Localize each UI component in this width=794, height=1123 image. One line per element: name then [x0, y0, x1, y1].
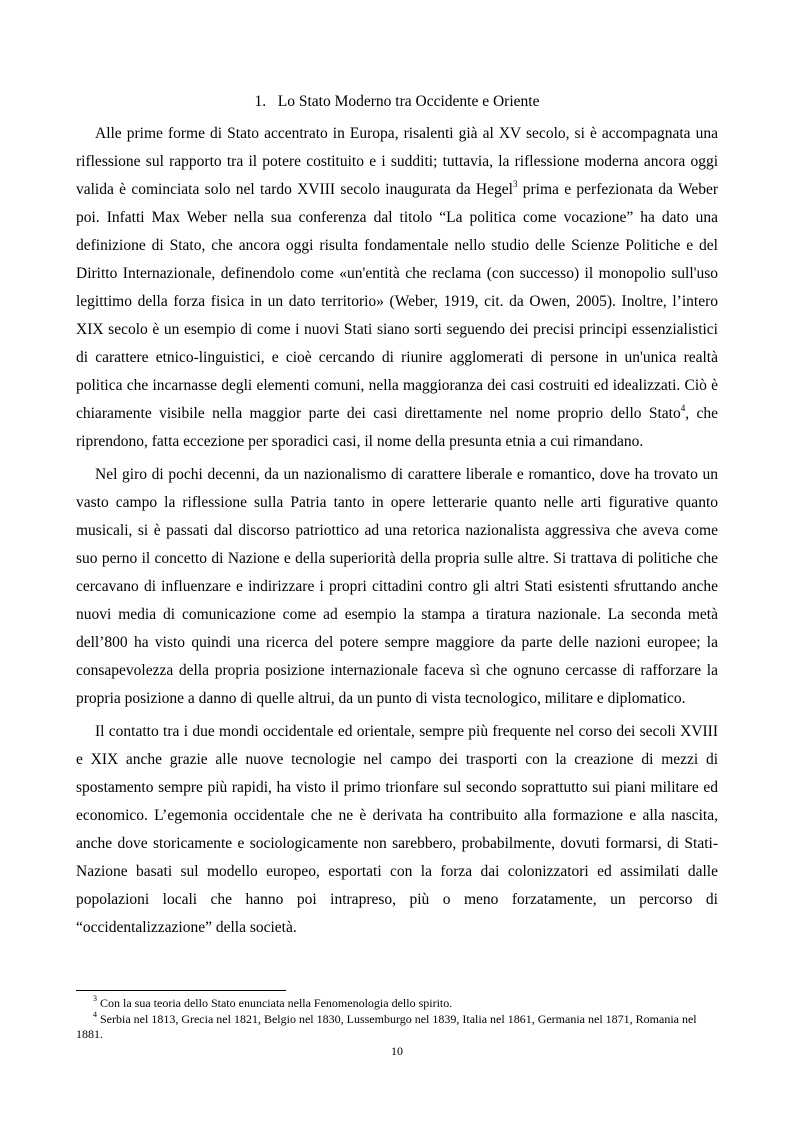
body-text: [76, 120, 718, 947]
paragraph-1-part-c: , che riprendono, fatta eccezione per sporadici casi, il nome della presunta etnia a cui rimandano.: [76, 405, 718, 450]
page-number: 10: [391, 1044, 403, 1058]
paragraph-2: Nel giro di pochi decenni, da un nazionalismo di carattere liberale e romantico, dove ha trovato un vasto campo la riflessione sulla Patria tanto in opere letterarie quanto nelle arti figurative quanto musicali, si è passati dal discorso patriottico ad una retorica nazionalista aggressiva che aveva come suo perno il concetto di Nazione e della superiorità della propria sulle altre. Si trattava di politiche che cercavano di influenzare e indirizzare i propri cittadini contro gli altri Stati esistenti sfruttando anche nuovi media di comunicazione come ad esempio la stampa a tiratura nazionale. La seconda metà dell’800 ha visto quindi una ricerca del potere sempre maggiore da parte delle nazioni europee; la consapevolezza della propria posizione internazionale faceva sì che ognuno cercasse di rafforzare la propria posizione a danno di quelle altrui, da un punto di vista tecnologico, militare e diplomatico.: [76, 466, 718, 707]
section-title: Lo Stato Moderno tra Occidente e Oriente: [277, 93, 540, 110]
paragraph-1-part-b: prima e perfezionata da Weber poi. Infatti Max Weber nella sua conferenza dal titolo “La politica come vocazione” ha dato una definizione di Stato, che ancora oggi risulta fondamentale nello studio delle Scienze Politiche e del Diritto Internazionale, definendolo come «un'entità che reclama (con successo) il monopolio sull'uso legittimo della forza fisica in un dato territorio» (Weber, 1919, cit. da Owen, 2005). Inoltre, l’intero XIX secolo è un esempio di come i nuovi Stati siano sorti seguendo dei precisi principi essenzialistici di carattere etnico-linguistici, e cioè cercando di riunire agglomerati di persone in un'unica realtà politica che incarnasse degli elementi comuni, nella maggioranza dei casi costruiti ed idealizzati. Ciò è chiaramente visibile nella maggior parte dei casi direttamente nel nome proprio dello Stato: [76, 181, 719, 422]
paragraph-3: Il contatto tra i due mondi occidentale ed orientale, sempre più frequente nel corso dei secoli XVIII e XIX anche grazie alle nuove tecnologie nel campo dei trasporti con la creazione di mezzi di spostamento sempre più rapidi, ha visto il primo trionfare sul secondo soprattutto sui piani militare ed economico. L’egemonia occidentale che ne è derivata ha contribuito alla formazione e alla nascita, anche dove storicamente e sociologicamente non sarebbero, probabilmente, dovuti formarsi, di Stati-Nazione basati sul modello europeo, esportati con la forza dai colonizzatori ed assimilati dalle popolazioni locali che hanno poi intrapreso, più o meno forzatamente, un percorso di “occidentalizzazione” della società.: [76, 723, 718, 936]
footnote-ref-3: 3: [512, 178, 518, 189]
paragraph-1-part-a: Alle prime forme di Stato accentrato in Europa, risalenti già al XV secolo, si è accompagnata una riflessione sul rapporto tra il potere costituito e i sudditi; tuttavia, la riflessione moderna ancora oggi valida è cominciata solo nel tardo XVIII secolo inaugurata da Hegel: [76, 125, 718, 198]
paragraph-1: [76, 120, 718, 456]
footnote-4-text: Serbia nel 1813, Grecia nel 1821, Belgio nel 1830, Lussemburgo nel 1839, Italia nel 1861, Germania nel 1871, Romania nel 1881.: [76, 1011, 697, 1041]
footnote-ref-4: 4: [680, 402, 686, 413]
footnote-3: [76, 996, 718, 1012]
section-heading: [76, 92, 718, 112]
footnote-mark-4: 4: [93, 1009, 97, 1019]
footnote-mark-3: 3: [93, 994, 97, 1003]
footnotes: [76, 996, 718, 1043]
footnote-separator: [76, 990, 286, 991]
footnote-3-text: Con la sua teoria dello Stato enunciata nella Fenomenologia dello spirito.: [97, 996, 453, 1010]
section-number: 1.: [254, 93, 267, 110]
footnote-4: [76, 1009, 718, 1043]
